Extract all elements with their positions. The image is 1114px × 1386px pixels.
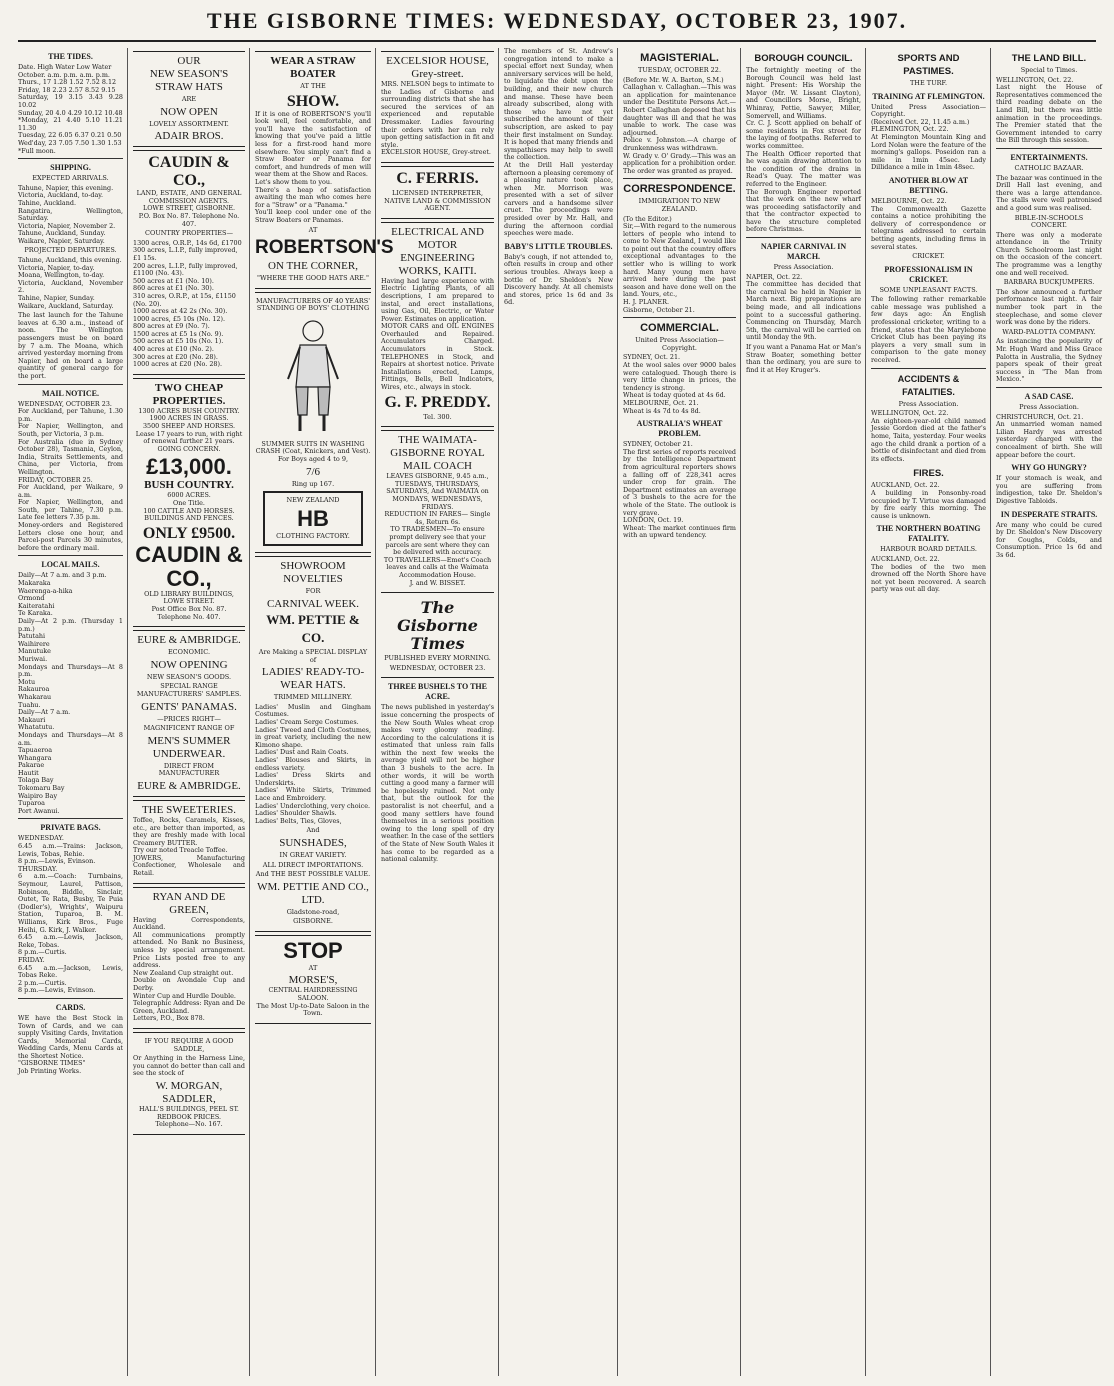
hb-logo [263,491,363,546]
accidents-heading: ACCIDENTS & FATALITIES. [897,373,960,397]
ad-subtitle: HALL'S BUILDINGS, PEEL ST. REDBOOK PRICES. Telephone—No. 167. [139,1104,239,1129]
divider [746,237,861,238]
cards-heading: CARDS. [55,1002,86,1012]
arrivals-heading: EXPECTED ARRIVALS. [32,174,109,183]
betting-heading: ANOTHER BLOW AT BETTING. [888,175,969,195]
advertiser-name: ADAIR BROS. [154,130,224,143]
local-mails-text: Daily—At 7 a.m. and 3 p.m. Makaraka Waerenga-a-hika Ormond Kaiteratahi Te Karaka. Daily—At 2 p.m. (Thursday 1 p.m.) Patutahi Waihirere Manutuke Muriwai. Mondays and Thursdays—At 8 p.m. Motu Rakauroa Whakarau Tuahu. Daily—At 7 a.m. Makauri Whatatutu. Mondays and Thursdays—At 8 a.m. Tapuaeroa Whangara Pakarae Hautit Tolaga Bay Tokomaru Bay Waipiro Bay Tuparoa Port Awanui. [18,571,123,815]
nameplate-title: The Gisborne Times [397,598,478,654]
ad-text: 6000 ACRES. One Title. 100 CATTLE AND HORSES. BUILDINGS AND FENCES. [143,491,235,523]
ad-heading: SHOWROOM NOVELTIES [280,560,346,586]
ad-subtitle: LAND, ESTATE, AND GENERAL COMMISSION AGENTS. LOWE STREET, GISBORNE. P.O. Box No. 87. Telephone No. 407. [136,189,242,228]
magisterial-heading: MAGISTERIAL. [640,52,719,64]
ad-line: AT THE [300,82,326,90]
ad-text: LEAVES GISBORNE, 9.45 a.m., TUESDAYS, THURSDAYS, SATURDAYS, And WAIMATA on MONDAYS, WEDNESDAYS, FRIDAYS. REDUCTION IN FARES— Single 4s, Return 6s. TO TRADESMEN—To ensure prompt delivery see that your parcels are sent where they can be delivered with accuracy. TO TRAVELLERS—Emet's Coach leaves and calls at the Waimata Accommodation House. J. and W. BISSET. [383,472,492,587]
land-bill-source: Special to Times. [1020,66,1078,74]
column-1 [14,48,127,1378]
ad-heading: THE WAIMATA-GISBORNE ROYAL MAIL COACH [390,434,485,473]
commercial-heading: COMMERCIAL. [640,322,719,335]
ad-line: Ring up 167. [291,479,335,488]
column-rule [617,48,618,1376]
betting-text: MELBOURNE, Oct. 22. The Commonwealth Gazette contains a notice prohibiting the delivery of correspondence or telegrams addressed to certain betting agents, including firms in several states. [871,196,986,251]
property-list: 1300 acres, O.R.P., 14s 6d, £1700 300 acres, L.I.P., fully improved, £1 15s. 200 acres, L.I.P., fully improved, £1100 (No. 43). 500 acres at £1 (No. 10). 860 acres at £1 (No. 30). 310 acres, O.R.P., at 15s, £1150 (No. 20). 1000 acres at 42 2s (No. 30). 1000 acres, £5 10s (No. 12). 800 acres at £9 (No. 7). 1500 acres at £5 1s (No. 9). 500 acres at £5 10s (No. 1). 400 acres at £10 (No. 2). 300 acres at £20 (No. 28). 1000 acres at £20 (No. 28). [133,238,242,369]
column-rule [249,48,250,1376]
ad-heading: IF YOU REQUIRE A GOOD SADDLE, [144,1036,234,1053]
sad-case-heading: A SAD CASE. [1024,391,1074,401]
buckjumpers-heading: BARBARA BUCKJUMPERS. [1003,278,1095,287]
column-rule [127,48,128,1376]
electrical-works-ad [381,222,494,428]
ad-line: Gladstone-road, [286,907,340,916]
ad-line: ON THE CORNER, [268,260,358,273]
straits-heading: IN DESPERATE STRAITS. [1000,509,1098,519]
private-bags-heading: PRIVATE BAGS. [40,823,101,833]
column-rule [498,48,499,1376]
eure-ambridge-ad [133,630,245,797]
wheat-problem-text: SYDNEY, October 21. The first series of reports received by the Intelligence Department from agricultural reporters shows a falling off of 228,341 acres under crop for grain. The Department estimates an average of 3 bushels to the acre for the whole of the State. The outlook is very grave. LONDON, Oct. 19. Wheat: The market continues firm with an upward tendency. [623,440,736,540]
nameplate-date: WEDNESDAY, OCTOBER 23. [389,663,486,672]
price: ONLY £9500. [142,524,236,542]
advertiser-name: CAUDIN & CO., [135,541,243,591]
column-3 [251,48,394,1378]
caudin-ad [133,150,245,375]
ad-line: MEN'S SUMMER UNDERWEAR. [147,734,231,760]
departures-text: Tahune, Auckland, this evening. Victoria, Napier, to-day. Moana, Wellington, to-day. Victoria, Auckland, November 2. Tahine, Napier, Sunday. Waikare, Auckland, Saturday. [18,256,123,310]
ad-line: AT [308,963,318,972]
editorial-heading: THREE BUSHELS TO THE ACRE. [388,682,487,702]
departures-heading: PROJECTED DEPARTURES. [24,246,117,255]
ad-line: STRAW HATS [155,81,223,93]
column-rule [740,48,741,1376]
ad-heading: EXCELSIOR HOUSE, Grey-street. [386,55,489,80]
bible-concert-heading: BIBLE-IN-SCHOOLS CONCERT. [1014,213,1084,230]
cards-text: WE have the Best Stock in Town of Cards, and we can supply Visiting Cards, Invitation Cards, Memorial Cards, Wedding Cards, Menu Cards at the Shortest Notice. "GISBORNE TIMES" Job Printing Works. [18,1013,123,1076]
column-7 [742,48,865,1378]
fires-heading: FIRES. [913,468,944,480]
column-6 [619,48,740,1378]
ad-heading: STOP [283,937,343,963]
masthead-rule [18,40,1096,42]
bazaar-text: The bazaar was continued in the Drill Hall last evening, and there was a large attendance. The stalls were well patronised and a good sum was realised. [996,173,1102,212]
divider [623,178,736,179]
hungry-heading: WHY GO HUNGRY? [1011,463,1087,473]
bazaar-heading: CATHOLIC BAZAAR. [1014,163,1084,172]
ad-line: MAGNIFICENT RANGE OF [143,724,235,733]
ad-line: OUR [177,55,201,67]
divider [871,368,986,369]
ad-text: Having Correspondents, Auckland. All communications promptly attended. No Bank no Business, unless by special arrangement. Price Lists posted free to any address. New Zealand Cup straight out. Double on Avondale Cup and Derby. Winter Cup and Hurdle Double. Telegraphic Address: Ryan and De Green, Auckland. Letters, P.O., Box 878. [133,915,245,1023]
napier-carnival-heading: NAPIER CARNIVAL IN MARCH. [760,242,847,262]
ad-line: SUNSHADES, [279,836,347,849]
land-bill-text: WELLINGTON, Oct. 22. Last night the House of Representatives commenced the third reading debate on the Land Bill, but there was little animation in the proceedings. The Premier stated that the Government intended to carry the Bill through this session. [996,75,1102,145]
local-mails-heading: LOCAL MAILS. [41,560,100,570]
editorial-text: The news published in yesterday's issue concerning the prospects of the New South Wales wheat crop makes very gloomy reading. According to the calculations it is estimated that unless rain falls within the next few weeks the average yield will not be higher than 3 bushels to the acre. In other words, it will be worth cutting a good many a farmer will be hopelessly ruined. Not only that, but the outlook for the pastoralist is not cheerful, and a good many settlers have found themselves in a serious position owing to the long spell of dry weather. In the case of the settlers of the State of New South Wales it has come to be regarded as a national calamity. [381,703,494,864]
advertiser-name: WM. PETTIE AND CO., LTD. [257,880,369,906]
ad-line: Are Making a SPECIAL DISPLAY of [258,648,368,664]
advertiser-name: CAUDIN & CO., [148,154,230,190]
ad-line: ALL DIRECT IMPORTATIONS. [262,860,364,869]
morse-hairdresser-ad [255,935,371,1024]
baby-troubles-text: Baby's cough, if not attended to, often results in croup and other serious troubles. Always keep a bottle of Dr. Sheldon's New Discovery handy. At all chemists and stores, price 1s 6d and 3s 6d. [504,252,613,307]
column-5 [500,48,617,1378]
ad-line: GISBORNE. [293,917,333,926]
excelsior-ad [381,51,494,163]
ad-heading: COUNTRY PROPERTIES— [145,229,233,238]
divider [996,148,1102,149]
straw-hats-ad [133,51,245,147]
bible-concert-text: There was only a moderate attendance in the Trinity Church Schoolroom last night on the occasion of the concert. The programme was a lengthy one and well received. [996,230,1102,277]
ad-heading: BUSH COUNTRY. [144,479,234,492]
ad-line: IN GREAT VARIETY. [279,850,347,859]
ad-line: And THE BEST POSSIBLE VALUE. [255,870,371,879]
boating-subheading: HARBOUR BOARD DETAILS. [880,545,977,554]
masthead [0,0,1114,44]
napier-carnival-text: NAPIER, Oct. 22. The committee has decided that the carnival be held in Napier in March next. Big preparations are being made, and all indications point to a successful gathering. Commencing on Thursday, March 5th, the carnival will be carried on until Monday the 9th. [746,272,861,342]
professionalism-heading: PROFESSIONALISM IN CRICKET. [884,264,973,284]
magisterial-text: (Before Mr. W. A. Barton, S.M.) Callaghan v. Callaghan.—This was an application for maintenance under the Destitute Persons Act.—Robert Callaghan deposed that his daughter was ill and that he was unable to work. The case was adjourned. Police v. Johnston.—A charge of drunkenness was withdrawn. W. Grady v. O' Grady.—This was an application for a prohibition order. The order was granted as prayed. [623,75,736,175]
ad-heading: MANUFACTURERS OF 40 YEARS' STANDING OF BOYS' CLOTHING [255,296,371,313]
boating-text: AUCKLAND, Oct. 22. The bodies of the two men drowned off the North Shore have not yet been recovered. A search party was out all day. [871,554,986,594]
wheat-problem-heading: AUSTRALIA'S WHEAT PROBLEM. [636,419,723,439]
advertiser-name: MORSE'S, [288,974,338,987]
ad-text: Having had large experience with Electric Lighting Plants, of all descriptions, I am prepared to instal, and erect installations, using Gas, Oil, Electric, or Water Power. Estimates on application. MOTOR CARS and OIL ENGINES Overhauled and Repaired. Accumulators Charged. Accumulators in Stock. TELEPHONES in Stock, and Repairs at shortest notice. Private Installations erected, Lamps, Fittings, Bells, Bell Indicators, Wires, etc., always in stock. [381,276,494,392]
arrivals-text: Tahune, Napier, this evening. Victoria, Auckland, to-day. Tahine, Auckland. Rangatira, Wellington, Saturday. Victoria, Napier, November 2. Tahune, Auckland, Sunday. Waikare, Napier, Saturday. [18,183,123,245]
cheap-properties-ad [133,378,245,627]
advertiser-name: W. MORGAN, SADDLER, [155,1079,223,1105]
ad-heading: ELECTRICAL AND MOTOR ENGINEERING WORKS, KAITI. [391,225,484,277]
ad-text: MRS. NELSON begs to intimate to the Ladies of Gisborne and surrounding districts that she has secured the services of an experienced and reputable Dressmaker. Ladies favouring their orders with her can rely upon getting satisfaction in fit and style. EXCELSIOR HOUSE, Grey-street. [381,80,494,157]
divider [18,384,123,385]
accidents-text: WELLINGTON, Oct. 22. An eighteen-year-old child named Jessie Gordon died at the father's home, Taita, yesterday. Four weeks ago the child drank a portion of a bottle of disinfectant and died from its effects. [871,409,986,463]
pettie-carnival-ad [255,556,371,931]
ad-line: ECONOMIC. [167,648,211,657]
cricket-heading: CRICKET. [912,252,945,261]
column-9 [992,48,1106,1378]
divider [18,818,123,819]
divider [18,158,123,159]
shipping-report: The last launch for the Tahune leaves at 6.30 a.m., instead of noon. The Wellington passengers must be on board by 7 a.m. The Moana, which arrived yesterday morning from Napier, had on board a large quantity of general cargo for the port. [18,311,123,380]
ad-line: SHOW. [286,92,340,110]
hb-clothing-ad [255,292,371,554]
ad-line: —PRICES RIGHT— [157,714,221,723]
advertiser-name: EURE & AMBRIDGE. [137,779,241,792]
newspaper-title: THE GISBORNE TIMES: WEDNESDAY, OCTOBER 23, 1907. [206,8,908,33]
advertiser-name: EURE & AMBRIDGE. [137,634,241,647]
ryan-de-green-ad [133,887,245,1029]
shipping-heading: SHIPPING. [50,163,91,173]
ad-line: GENTS' PANAMAS. [141,700,237,713]
logo-text: NEW ZEALAND [286,496,340,505]
robertson-boater-ad [255,51,394,289]
training-text: United Press Association—Copyright. (Received Oct. 22, 11.45 a.m.) FLEMINGTON, Oct. 22. At Flemington Mountain King and Lord Nolan were the feature of the morning's gallops. Poseidon ran a mile in 1min 45sec. Lady Dillidance a mile in 1min 48sec. [871,102,986,172]
saddler-ad [133,1032,245,1135]
commercial-text: SYDNEY, Oct. 21. At the wool sales over 9000 bales were catalogued. Though there is very little change in prices, the tendency is strong. Wheat is today quoted at 4s 6d. MELBOURNE, Oct. 21. Wheat is 4s 7d to 4s 8d. [623,353,736,415]
ad-subtitle: LICENSED INTERPRETER, NATIVE LAND & COMMISSION AGENT. [384,188,491,213]
sports-heading: SPORTS AND PASTIMES. [897,53,960,77]
ad-heading: THE SWEETERIES. [141,803,237,816]
ad-text: CENTRAL HAIRDRESSING SALOON. The Most Up-to-Date Saloon in the Town. [256,986,370,1018]
ad-line: NEW SEASON'S [149,68,229,80]
ad-text: Toffee, Rocks, Caramels, Kisses, etc., are better than imported, as they are freshly made with local Creamery BUTTER. Try our noted Treacle Toffee. JOWERS, Manufacturing Confectioner, Wholesale and Retail. [133,815,245,878]
ad-line: LOVELY ASSORTMENT. [149,119,229,128]
ad-line: NOW OPEN [160,105,218,118]
ad-text: 1300 ACRES BUSH COUNTRY. 1900 ACRES IN GRASS. 3500 SHEEP AND HORSES. Lease 17 years to run, with right of renewal further 21 years. GOING CONCERN. [135,406,243,453]
mail-notice-text: WEDNESDAY, OCTOBER 23. For Auckland, per Tahune, 1.30 p.m. For Napier, Wellington, and South, per Victoria, 3 p.m. For Australia (due in Sydney October 28), Tasmania, Ceylon, India, Straits Settlements, and China, per Victoria, from Wellington. FRIDAY, OCTOBER 25. For Auckland, per Waikare, 9 a.m. For Napier, Wellington, and South, per Tahine, 7.30 p.m. Late fee letters 7.35 p.m. Money-orders and Registered Letters close one hour, and Parcel-post Parcels 30 minutes, before the ordinary mail. [18,399,123,552]
private-bags-text: WEDNESDAY. 6.45 a.m.—Trains: Jackson, Lewis, Tobas, Rehie. 8 p.m.—Lewis, Evinson. THURSDAY. 6 a.m.—Coach: Turnbains, Seymour, Laurel, Pattison, Robinson, Biddle, Sinclair, Outet, Te Rata, Busby, Te Puia (Dodler's), Wrights', Waipuru Station, Tuparoa, B. M. Williams, Kirk Bros., Fuge Heihi, G. Kirk, J. Walker. 6.45 a.m.—Lewis, Jackson, Reke, Tobas. 8 p.m.—Curtis. FRIDAY. 6.45 a.m.—Jackson, Lewis, Tobas Reke. 2 p.m.—Curtis. 8 p.m.—Lewis, Evinson. [18,834,123,995]
boating-heading: THE NORTHERN BOATING FATALITY. [876,524,981,544]
news-paragraphs: The members of St. Andrew's congregation intend to make a special effort next Sunday, when anniversary services will be held, to liquidate the debt upon the building, and their new church and manse. These have been already subscribed, along with those who have not yet subscribed the amount of their subscription, are asked to pay their first instalment on Sunday. It is hoped that many friends and sympathisers may help to swell the collection. At the Drill Hall yesterday afternoon a pleasing ceremony of a pleasing nature took place, when Mr. Morrison was presented with a set of silver carvers and a handsome silver cruet. The proceedings were presided over by Mr. Hall, and during the afternoon cordial speeches were made. [504,47,613,238]
fires-text: AUCKLAND, Oct. 22. A building in Ponsonby-road occupied by T. Virtue was damaged by fire early this morning. The cause is unknown. [871,481,986,520]
column-4 [377,48,498,1378]
divider [18,998,123,999]
boy-suit-illustration [278,317,348,437]
ward-palotta-heading: WARD-PALOTTA COMPANY. [1002,327,1096,336]
borough-council-heading: BOROUGH COUNCIL. [754,53,853,64]
ad-heading: TWO CHEAP PROPERTIES. [152,381,226,407]
turf-heading: THE TURF. [909,79,948,87]
ad-line: NOW OPENING [150,658,228,671]
newspaper-nameplate [381,596,494,678]
tides-heading: THE TIDES. [48,52,93,61]
divider [996,387,1102,388]
column-rule [865,48,866,1376]
ad-line: TRIMMED MILLINERY. [273,693,353,702]
ad-line: LADIES' READY-TO-WEAR HATS. [261,666,365,692]
professionalism-subheading: SOME UNPLEASANT FACTS. [879,285,978,294]
column-2 [129,48,249,1378]
ad-heading: WEAR A STRAW BOATER [270,55,356,80]
ad-heading: RYAN AND DE GREEN, [152,890,226,916]
accidents-source: Press Association. [898,399,959,408]
ad-text: Or Anything in the Harness Line, you cannot do better than call and see the stock of [133,1054,245,1078]
ad-line: AT [308,225,318,234]
logo-text: HB [297,505,329,531]
professionalism-text: The following rather remarkable cable message was published a few days ago: An English professional cricketer, writing to a friend, states that the Marylebone Cricket Club has been paying its players a very small sum in comparison to the gate money received. [871,295,986,365]
ward-palotta-text: As instancing the popularity of Mr. Hugh Ward and Miss Grace Palotta in Australia, the Sydney papers speak of their great success in "The Man from Mexico." [996,337,1102,384]
ad-line: SPECIAL RANGE MANUFACTURERS' SAMPLES. [136,682,242,698]
ad-line: DIRECT FROM MANUFACTURER [158,761,220,778]
advertiser-name: WM. PETTIE & CO. [266,612,360,646]
magisterial-date: TUESDAY, OCTOBER 22. [637,66,722,74]
hungry-text: If your stomach is weak, and you are suffering from indigestion, take Dr. Sheldon's Digestive Tabloids. [996,474,1102,505]
mail-notice-heading: MAIL NOTICE. [42,388,99,398]
column-rule [990,48,991,1376]
immigration-heading: IMMIGRATION TO NEW ZEALAND. [638,197,721,213]
napier-carnival-source: Press Association. [773,263,834,272]
price: £13,000. [146,454,232,480]
sad-case-source: Press Association. [1019,402,1079,411]
buckjumpers-text: The show announced a further performance last night. A fair number took part in the steeplechase, and some clever work was done by the riders. [996,287,1102,327]
advertiser-name: C. FERRIS. [396,169,479,187]
ad-text: If it is one of ROBERTSON'S you'll look well, feel comfortable, and you'll have the satisfaction of knowing that you've paid a little less for a first-rood hand more elsewhere. You simply can't find a Straw Boater or Panama for comfort, and hundreds of men will wear them at the Show and Races. Let's show them to you. There's a heap of satisfaction awaiting the man who comes here for a "Straw" or a "Panama." You'll keep cool under one of the Straw Boaters or Panamas. [255,109,371,224]
correspondence-heading: CORRESPONDENCE. [623,183,736,196]
advertiser-name: ROBERTSON'S [255,237,394,259]
ad-text: SUMMER SUITS IN WASHING CRASH (Coat, Knickers, and Vest). For Boys aged 4 to 9, [255,439,371,464]
baby-troubles-heading: BABY'S LITTLE TROUBLES. [504,241,613,251]
ad-subtitle: OLD LIBRARY BUILDINGS, LOWE STREET. Post Office Box No. 87. Telephone No. 407. [144,589,234,621]
ad-tagline: "WHERE THE GOOD HATS ARE." [257,274,369,283]
sad-case-text: CHRISTCHURCH, Oct. 21. An unmarried woman named Lilian Hardy was arrested yesterday charged with the concealment of birth. She will appear before the court. [996,412,1102,459]
ad-line: NEW SEASON'S GOODS. [146,672,232,681]
borough-council-text: The fortnightly meeting of the Borough Council was held last night. Present: His Worship the Mayor (Mr. W. Lissant Clayton), and Councillors Morse, Bright, Whinray, Pettie, Sawyer, Miller, Somervell, and Williams. Cr. C. J. Scott applied on behalf of some residents in Fox street for the laying of footpaths. Referred to works committee. The Health Officer reported that he was again drawing attention to the condition of the drains in Read's Quay. The matter was referred to the Engineer. The Borough Engineer reported that the work on the new wharf was proceeding satisfactorily and that the contractor expected to have the structure completed before Christmas. [746,66,861,234]
commercial-source: United Press Association—Copyright. [635,336,724,352]
training-heading: TRAINING AT FLEMINGTON. [872,91,985,101]
ad-line: Tel. 300. [423,412,452,421]
coach-ad [381,430,494,593]
straits-text: Are many who could be cured by Dr. Sheldon's New Discovery for Coughs, Colds, and Consumption. Price 1s 6d and 3s 6d. [996,520,1102,559]
ad-line: ARE [181,95,197,103]
ad-line: CARNIVAL WEEK. [266,598,360,611]
divider [18,555,123,556]
advertiser-name: G. F. PREDDY. [384,393,491,411]
ferris-ad [381,166,494,219]
ad-line: And [306,826,320,835]
sweeteries-ad [133,800,245,884]
tides-table: Date. High Water Low Water October. a.m. p.m. a.m. p.m. Thurs., 17 1.28 1.52 7.52 8.12 Friday, 18 2.23 2.57 8.52 9.15 Saturday, 19 3.15 3.43 9.28 10.02 Sunday, 20 4.0 4.29 10.12 10.48 *Monday, 21 4.40 5.10 11.21 11.30 Tuesday, 22 6.05 6.37 0.21 0.50 Wed'day, 23 7.05 7.50 1.30 1.53 *Full moon. [18,63,123,155]
logo-text: CLOTHING FACTORY. [276,531,350,540]
immigration-letter: (To the Editor.) Sir,—With regard to the numerous letters of people who intend to come to New Zealand, I would like to point out that the country offers exceptional advantages to the settler who is willing to work hard. Many young men have arrived here during the past season and have done well on the land. Yours, etc., H. J. PLANER. Gisborne, October 21. [623,214,736,314]
nameplate-subtitle: PUBLISHED EVERY MORNING. [384,654,491,663]
price: 7/6 [305,465,321,478]
column-8 [867,48,990,1378]
land-bill-heading: THE LAND BILL. [1011,53,1087,64]
hat-paragraph: If you want a Panama Hat or Man's Straw Boater, something better than the ordinary, you are sure to find it at Hey Kruger's. [746,343,861,374]
divider [623,317,736,318]
entertainments-heading: ENTERTAINMENTS. [1010,152,1088,162]
item-list: Ladies' Muslin and Gingham Costumes. Ladies' Cream Serge Costumes. Ladies' Tweed and Cloth Costumes, in great variety, including the new Kimono shape. Ladies' Dust and Rain Coats. Ladies' Blouses and Skirts, in endless variety. Ladies' Dress Skirts and Underskirts. Ladies' White Skirts, Trimmed Lace and Embroidery. Ladies' Underclothing, very choice. Ladies' Shoulder Shawls. Ladies' Belts, Ties, Gloves, [255,702,371,825]
ad-line: FOR [305,587,321,596]
